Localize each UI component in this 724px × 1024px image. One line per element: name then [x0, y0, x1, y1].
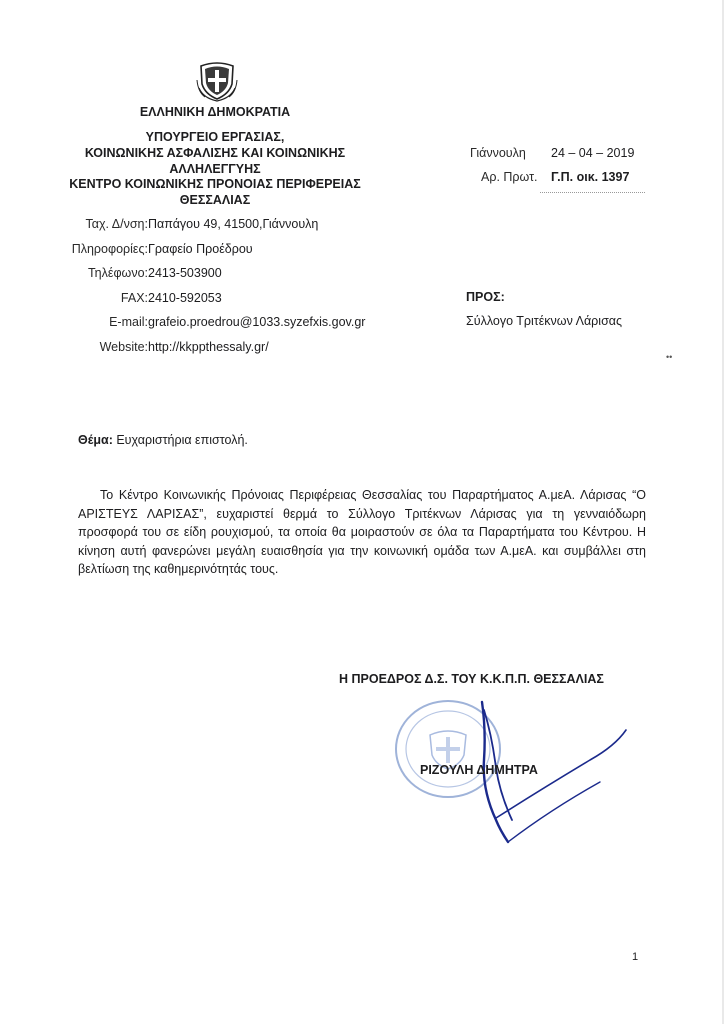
contact-value: 2410-592053 — [148, 290, 222, 305]
document-date: 24 – 04 – 2019 — [551, 146, 635, 160]
contact-value: http://kkppthessaly.gr/ — [148, 339, 269, 354]
header-center-line1: ΚΕΝΤΡΟ ΚΟΙΝΩΝΙΚΗΣ ΠΡΟΝΟΙΑΣ ΠΕΡΙΦΕΡΕΙΑΣ — [69, 177, 361, 191]
contact-value: Γραφείο Προέδρου — [148, 241, 253, 256]
contact-label: Ταχ. Δ/νση: — [85, 217, 148, 231]
header-ministry — [60, 129, 370, 177]
protocol-number: Γ.Π. οικ. 1397 — [551, 170, 630, 184]
recipient-name: Σύλλογο Τριτέκνων Λάρισας — [466, 314, 623, 328]
contact-label: FAX: — [120, 290, 148, 305]
signer-name: ΡΙΖΟΥΛΗ ΔΗΜΗΤΡΑ — [420, 763, 538, 777]
header-republic: ΕΛΛΗΝΙΚΗ ΔΗΜΟΚΡΑΤΙΑ — [139, 105, 291, 119]
recipient-label: ΠΡΟΣ: — [466, 290, 505, 304]
header-ministry-line3: ΑΛΛΗΛΕΓΓΥΗΣ — [169, 162, 261, 176]
protocol-label: Αρ. Πρωτ. — [481, 170, 538, 184]
contact-value: Παπάγου 49, 41500,Γιάννουλη — [148, 217, 319, 231]
place-label: Γιάννουλη — [470, 146, 526, 160]
letter-body — [78, 486, 646, 579]
signer-title: Η ΠΡΟΕΔΡΟΣ Δ.Σ. ΤΟΥ Κ.Κ.Π.Π. ΘΕΣΣΑΛΙΑΣ — [339, 672, 604, 686]
greek-coat-of-arms-icon — [195, 58, 239, 102]
subject-line — [78, 433, 248, 447]
contact-label: E-mail: — [109, 315, 148, 329]
subject-text: Ευχαριστήρια επιστολή. — [116, 433, 248, 447]
body-paragraph: Το Κέντρο Κοινωνικής Πρόνοιας Περιφέρειας Θεσσαλίας του Παραρτήματος Α.μεΑ. Λάρισας “Ο ΑΡΙΣΤΕΥΣ ΛΑΡΙΣΑΣ”, ευχαριστεί θερμά το Σύλλογο Τριτέκνων Λάρισας για τη γενναιόδωρη προσφορά του σε είδη ρουχισμού, τα οποία θα μοιραστούν σε όλα τα Παραρτήματα του Κέντρου. Η κίνηση αυτή φανερώνει μεγάλη ευαισθησία για την κοινωνική ομάδα των Α.μεΑ. και συμβάλλει στη βελτίωση της καθημερινότητάς τους. — [78, 488, 646, 577]
header-ministry-line1: ΥΠΟΥΡΓΕΙΟ ΕΡΓΑΣΙΑΣ, — [145, 130, 285, 144]
contact-value: grafeio.proedrou@1033.syzefxis.gov.gr — [148, 315, 366, 329]
subject-label: Θέμα: — [78, 433, 113, 447]
header-center — [60, 176, 370, 208]
contact-label: Τηλέφωνο: — [87, 266, 148, 280]
header-ministry-line2: ΚΟΙΝΩΝΙΚΗΣ ΑΣΦΑΛΙΣΗΣ ΚΑΙ ΚΟΙΝΩΝΙΚΗΣ — [84, 146, 346, 160]
contact-label: Πληροφορίες: — [71, 241, 148, 256]
scan-mark: •• — [666, 352, 673, 362]
contact-value: 2413-503900 — [148, 266, 222, 280]
contact-label: Website: — [99, 339, 148, 354]
protocol-underline — [540, 192, 645, 193]
header-center-line2: ΘΕΣΣΑΛΙΑΣ — [179, 193, 251, 207]
page-number: 1 — [632, 951, 639, 963]
